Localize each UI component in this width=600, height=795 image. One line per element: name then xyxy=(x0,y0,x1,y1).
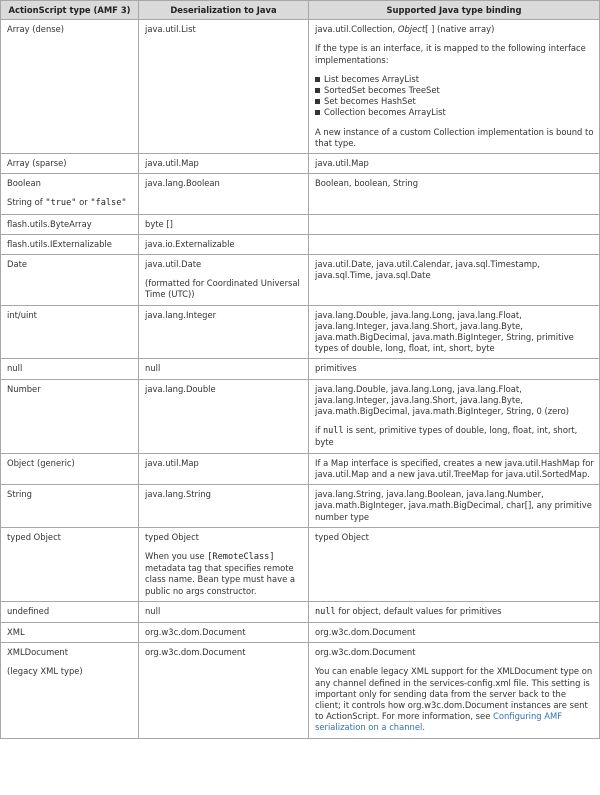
cell-text: typed Object xyxy=(315,531,369,542)
cell-actionscript-type xyxy=(1,234,139,254)
cell-text: flash.utils.IExternalizable xyxy=(7,238,112,249)
cell-text: Date xyxy=(7,259,28,270)
table-body xyxy=(1,20,600,738)
cell-text: java.lang.Boolean xyxy=(145,178,220,189)
cell-text: java.util.Date xyxy=(145,259,202,270)
cell-paragraph xyxy=(7,489,133,500)
cell-deserialization xyxy=(139,601,309,622)
cell-text: Array (sparse) xyxy=(7,158,67,169)
table-row xyxy=(1,255,600,306)
cell-java-binding xyxy=(309,527,600,601)
table-row xyxy=(1,234,600,254)
cell-text: java.lang.String xyxy=(145,489,211,500)
cell-text: org.w3c.dom.Document xyxy=(315,647,416,658)
cell-paragraph xyxy=(315,127,594,149)
cell-java-binding xyxy=(309,174,600,214)
cell-text: java.io.Externalizable xyxy=(145,238,235,249)
cell-text: typed Object xyxy=(145,531,199,542)
table-row xyxy=(1,453,600,484)
bullet-list xyxy=(315,74,594,119)
cell-paragraph xyxy=(145,384,303,395)
cell-text: (formatted for Coordinated Universal Time (UTC)) xyxy=(145,278,300,300)
cell-paragraph xyxy=(7,532,133,543)
cell-text: null xyxy=(7,363,23,374)
header-actionscript-type: ActionScript type (AMF 3) xyxy=(1,1,139,20)
inline-code: null xyxy=(315,606,336,617)
cell-paragraph xyxy=(7,384,133,395)
cell-paragraph xyxy=(7,24,133,35)
cell-actionscript-type xyxy=(1,527,139,601)
cell-paragraph xyxy=(315,666,594,733)
table-row xyxy=(1,20,600,154)
list-item: Collection becomes ArrayList xyxy=(324,107,594,118)
cell-text: When you use xyxy=(145,550,208,561)
cell-text: if xyxy=(315,425,323,436)
cell-paragraph xyxy=(7,363,133,374)
inline-code: [RemoteClass] xyxy=(207,551,275,562)
cell-text: primitives xyxy=(315,363,357,374)
cell-paragraph xyxy=(315,647,594,658)
cell-paragraph xyxy=(145,458,303,469)
cell-deserialization xyxy=(139,643,309,738)
cell-paragraph xyxy=(7,259,133,270)
cell-paragraph xyxy=(7,197,133,209)
cell-paragraph xyxy=(315,606,594,618)
cell-paragraph xyxy=(7,606,133,617)
cell-actionscript-type xyxy=(1,601,139,622)
cell-actionscript-type xyxy=(1,214,139,234)
cell-paragraph xyxy=(145,363,303,374)
cell-paragraph xyxy=(145,239,303,250)
cell-paragraph xyxy=(315,532,594,543)
cell-actionscript-type xyxy=(1,453,139,484)
cell-java-binding xyxy=(309,379,600,453)
cell-paragraph xyxy=(315,43,594,65)
cell-text: . xyxy=(422,722,426,733)
cell-java-binding xyxy=(309,622,600,642)
cell-text: java.util.Date, java.util.Calendar, java.sql.Timestamp, java.sql.Time, java.sql.Date xyxy=(315,259,540,281)
cell-actionscript-type xyxy=(1,20,139,154)
cell-deserialization xyxy=(139,174,309,214)
cell-paragraph xyxy=(315,24,594,35)
cell-paragraph xyxy=(7,647,133,658)
cell-deserialization xyxy=(139,234,309,254)
cell-paragraph xyxy=(145,278,303,300)
cell-deserialization xyxy=(139,255,309,306)
cell-paragraph xyxy=(145,532,303,543)
cell-text: java.util.Collection, xyxy=(315,24,398,35)
cell-text: Array (dense) xyxy=(7,24,65,35)
header-java-binding: Supported Java type binding xyxy=(309,1,600,20)
cell-deserialization xyxy=(139,453,309,484)
cell-paragraph xyxy=(145,627,303,638)
cell-actionscript-type xyxy=(1,643,139,738)
header-row xyxy=(1,1,600,20)
cell-java-binding xyxy=(309,214,600,234)
cell-deserialization xyxy=(139,214,309,234)
cell-deserialization xyxy=(139,154,309,174)
cell-java-binding xyxy=(309,305,600,359)
table-row xyxy=(1,379,600,453)
cell-actionscript-type xyxy=(1,379,139,453)
cell-text: java.lang.Double, java.lang.Long, java.lang.Float, java.lang.Integer, java.lang.Short, java.lang.Byte, java.math.BigDecimal, java.math.BigInteger, String, 0 (zero) xyxy=(315,383,569,417)
see-also-link[interactable]: Configuring AMF serialization on a channel xyxy=(315,711,563,733)
cell-text: If the type is an interface, it is mapped to the following interface implementations: xyxy=(315,43,586,65)
cell-paragraph xyxy=(7,158,133,169)
cell-text: for object, default values for primitives xyxy=(335,605,502,616)
cell-paragraph xyxy=(315,259,594,281)
cell-paragraph xyxy=(145,551,303,597)
cell-text: java.lang.Double xyxy=(145,383,216,394)
cell-deserialization xyxy=(139,622,309,642)
list-item: List becomes ArrayList xyxy=(324,74,594,85)
cell-text: or xyxy=(76,197,91,208)
table-row xyxy=(1,527,600,601)
cell-java-binding xyxy=(309,453,600,484)
cell-paragraph xyxy=(315,363,594,374)
cell-deserialization xyxy=(139,20,309,154)
cell-actionscript-type xyxy=(1,305,139,359)
cell-paragraph xyxy=(7,239,133,250)
cell-text: java.lang.Integer xyxy=(145,309,217,320)
cell-text: Number xyxy=(7,383,41,394)
inline-code: "false" xyxy=(90,198,127,209)
cell-paragraph xyxy=(315,425,594,448)
cell-emphasis: Object xyxy=(397,24,426,35)
table-row xyxy=(1,305,600,359)
cell-java-binding xyxy=(309,601,600,622)
inline-code: null xyxy=(322,426,344,437)
cell-text: java.util.Map xyxy=(145,457,199,468)
cell-actionscript-type xyxy=(1,255,139,306)
cell-paragraph xyxy=(145,647,303,658)
cell-paragraph xyxy=(315,178,594,189)
cell-text: Boolean, boolean, String xyxy=(315,178,419,189)
cell-text: is sent, primitive types of double, long, float, int, short, byte xyxy=(315,425,578,448)
cell-java-binding xyxy=(309,359,600,379)
cell-text: flash.utils.ByteArray xyxy=(7,218,92,229)
cell-paragraph xyxy=(315,158,594,169)
cell-text: A new instance of a custom Collection implementation is bound to that type. xyxy=(315,126,594,148)
cell-paragraph xyxy=(7,458,133,469)
list-item: SortedSet becomes TreeSet xyxy=(324,85,594,96)
cell-text: org.w3c.dom.Document xyxy=(145,647,246,658)
cell-text: undefined xyxy=(7,605,50,616)
cell-paragraph xyxy=(145,310,303,321)
cell-paragraph xyxy=(7,219,133,230)
cell-paragraph xyxy=(145,158,303,169)
cell-deserialization xyxy=(139,359,309,379)
cell-paragraph xyxy=(145,24,303,35)
table-row xyxy=(1,601,600,622)
cell-paragraph xyxy=(7,666,133,677)
cell-paragraph xyxy=(145,178,303,189)
cell-paragraph xyxy=(145,489,303,500)
cell-text: org.w3c.dom.Document xyxy=(145,626,246,637)
cell-paragraph xyxy=(315,384,594,418)
cell-java-binding xyxy=(309,255,600,306)
cell-java-binding xyxy=(309,643,600,738)
cell-paragraph xyxy=(145,259,303,270)
cell-paragraph xyxy=(145,219,303,230)
cell-text: null xyxy=(145,605,161,616)
cell-text: null xyxy=(145,363,161,374)
cell-paragraph xyxy=(315,489,594,523)
cell-java-binding xyxy=(309,485,600,528)
cell-actionscript-type xyxy=(1,174,139,214)
table-row xyxy=(1,643,600,738)
cell-paragraph xyxy=(315,458,594,480)
cell-actionscript-type xyxy=(1,485,139,528)
cell-text: java.lang.String, java.lang.Boolean, java.lang.Number, java.math.BigInteger, java.math.BigDecimal, char[], any primitive number type xyxy=(315,489,592,522)
header-deserialization: Deserialization to Java xyxy=(139,1,309,20)
cell-java-binding xyxy=(309,154,600,174)
cell-paragraph xyxy=(7,310,133,321)
cell-text: Object (generic) xyxy=(7,457,75,468)
cell-text: Boolean xyxy=(7,178,41,189)
cell-text: int/uint xyxy=(7,309,37,320)
cell-text: java.util.Map xyxy=(145,158,199,169)
list-item: Set becomes HashSet xyxy=(324,96,594,107)
cell-java-binding xyxy=(309,20,600,154)
table-row xyxy=(1,359,600,379)
cell-text: org.w3c.dom.Document xyxy=(315,626,416,637)
table-row xyxy=(1,154,600,174)
cell-deserialization xyxy=(139,527,309,601)
cell-text: java.util.Map xyxy=(315,158,369,169)
cell-deserialization xyxy=(139,379,309,453)
cell-text: java.lang.Double, java.lang.Long, java.lang.Float, java.lang.Integer, java.lang.Short, java.lang.Byte, java.math.BigDecimal, java.math.BigInteger, String, primitive types of double, long, float, int, short, byte xyxy=(315,309,574,354)
cell-actionscript-type xyxy=(1,154,139,174)
cell-text: XMLDocument xyxy=(7,647,69,658)
inline-code: "true" xyxy=(45,198,77,209)
cell-text: You can enable legacy XML support for the XMLDocument type on any channel defined in the services-config.xml file. This setting is important only for sending data from the server back to the client; it controls how org.w3c.dom.Document instances are sent to ActionScript. For more information, see xyxy=(315,666,593,722)
cell-text: XML xyxy=(7,626,25,637)
cell-paragraph xyxy=(145,606,303,617)
cell-text: String of xyxy=(7,197,46,208)
cell-text: String xyxy=(7,489,32,500)
cell-paragraph xyxy=(7,178,133,189)
cell-paragraph xyxy=(315,310,594,355)
cell-actionscript-type xyxy=(1,359,139,379)
table-row xyxy=(1,485,600,528)
cell-deserialization xyxy=(139,485,309,528)
cell-text: byte [] xyxy=(145,218,173,229)
cell-text: java.util.List xyxy=(145,24,196,35)
table-row xyxy=(1,174,600,214)
cell-text: metadata tag that specifies remote class name. Bean type must have a public no args constructor. xyxy=(145,563,296,596)
cell-text: If a Map interface is specified, creates a new java.util.HashMap for java.util.Map and a new java.util.TreeMap for java.util.SortedMap. xyxy=(315,457,594,479)
cell-deserialization xyxy=(139,305,309,359)
table-row xyxy=(1,622,600,642)
table-row xyxy=(1,214,600,234)
cell-text: [ ] (native array) xyxy=(425,24,495,35)
cell-java-binding xyxy=(309,234,600,254)
cell-actionscript-type xyxy=(1,622,139,642)
cell-text: typed Object xyxy=(7,531,61,542)
cell-paragraph xyxy=(7,627,133,638)
cell-text: (legacy XML type) xyxy=(7,666,83,677)
cell-paragraph xyxy=(315,627,594,638)
